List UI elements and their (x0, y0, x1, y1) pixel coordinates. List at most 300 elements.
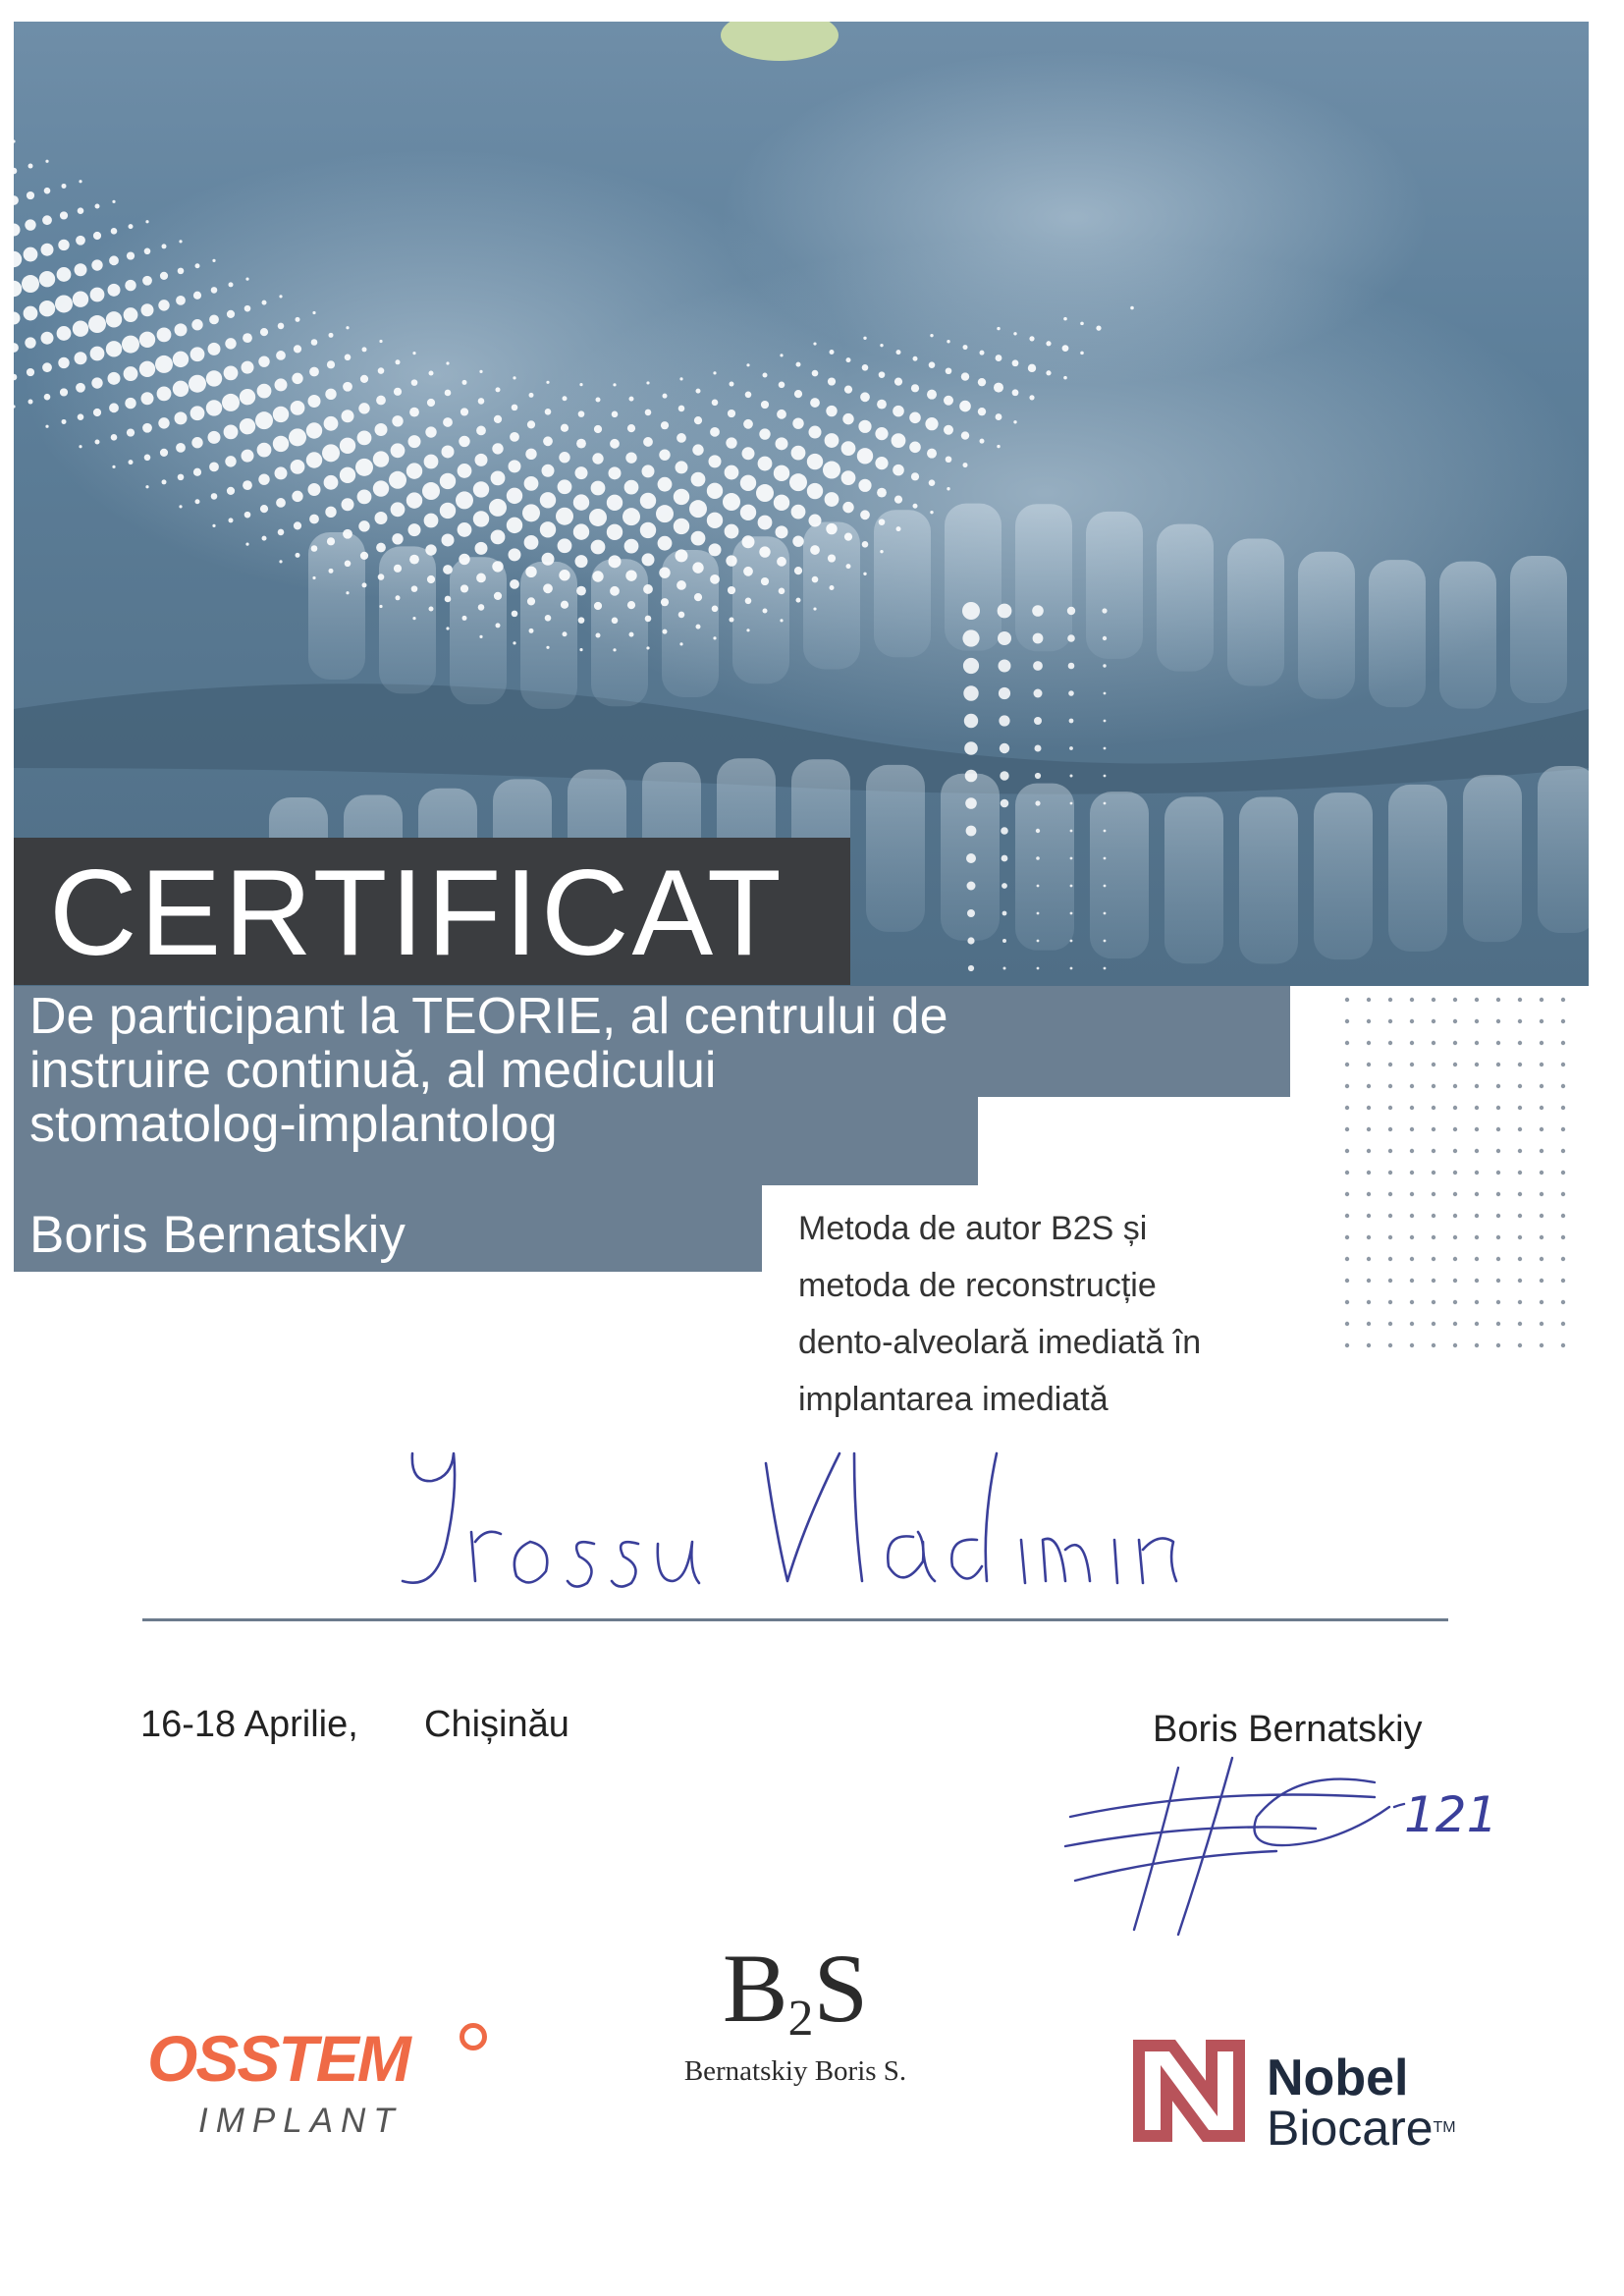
lower-tooth (1314, 793, 1373, 959)
grid-dot (1475, 1063, 1479, 1066)
halftone-dot (62, 184, 67, 189)
halftone-dot (111, 434, 118, 441)
halftone-dot (1096, 326, 1101, 331)
halftone-dot (1070, 885, 1073, 888)
halftone-dot (575, 555, 588, 568)
grid-dot (1432, 1041, 1435, 1045)
grid-dot (1410, 1171, 1414, 1175)
halftone-dot (25, 219, 35, 230)
event-city: Chișinău (424, 1704, 569, 1745)
halftone-dot (691, 531, 706, 546)
halftone-dot (240, 389, 255, 405)
halftone-dot (725, 465, 739, 480)
halftone-dot (625, 452, 636, 463)
halftone-dot (609, 466, 622, 479)
grid-dot (1518, 998, 1522, 1002)
halftone-dot (1104, 912, 1107, 915)
halftone-dot (980, 439, 985, 444)
halftone-dot (965, 797, 977, 809)
halftone-dot (540, 492, 556, 508)
halftone-dot (456, 491, 473, 509)
halftone-dot (877, 400, 887, 410)
grid-dot (1432, 1192, 1435, 1196)
grid-dot (1345, 1235, 1349, 1239)
halftone-dot (394, 388, 402, 396)
halftone-dot (1028, 364, 1036, 372)
grid-dot (1367, 1214, 1371, 1218)
halftone-dot (311, 545, 318, 552)
halftone-dot (707, 513, 723, 528)
halftone-dot (443, 565, 453, 574)
grid-dot (1518, 1041, 1522, 1045)
halftone-dot (445, 596, 452, 603)
halftone-dot (1104, 885, 1107, 888)
halftone-dot (42, 215, 52, 225)
halftone-dot (860, 392, 870, 402)
halftone-dot (780, 354, 783, 356)
halftone-dot (997, 327, 1000, 330)
grid-dot (1496, 1322, 1500, 1326)
grid-dot (1518, 1279, 1522, 1283)
nobel-biocare-logo (1131, 2038, 1485, 2156)
halftone-dot (27, 191, 34, 199)
grid-dot (1453, 1106, 1457, 1110)
halftone-dot (355, 459, 373, 476)
halftone-dot (930, 334, 933, 337)
halftone-dot (844, 386, 852, 394)
halftone-dot (73, 321, 88, 337)
halftone-dot (967, 909, 975, 917)
grid-dot (1345, 1149, 1349, 1153)
subtitle-line: De participant la TEORIE, al centrului de (29, 988, 948, 1045)
grid-dot (1432, 1343, 1435, 1347)
halftone-dot (763, 609, 768, 614)
halftone-dot (712, 400, 719, 407)
halftone-dot (108, 284, 121, 297)
halftone-dot (610, 439, 620, 449)
halftone-dot (41, 332, 54, 345)
halftone-dot (1037, 940, 1040, 943)
halftone-dot (460, 584, 468, 592)
halftone-dot (112, 465, 115, 468)
halftone-dot (28, 164, 33, 169)
halftone-dot (661, 421, 669, 429)
halftone-dot (442, 533, 455, 546)
halftone-dot (312, 311, 315, 314)
halftone-dot (1013, 420, 1016, 423)
grid-dot (1432, 1322, 1435, 1326)
upper-tooth (520, 562, 577, 709)
grid-dot (1561, 1127, 1565, 1131)
decorative-dot-grid (1341, 994, 1587, 1377)
grid-dot (1540, 1322, 1543, 1326)
halftone-dot (376, 396, 386, 406)
grid-dot (1432, 1084, 1435, 1088)
grid-dot (1453, 1084, 1457, 1088)
halftone-dot (694, 593, 702, 601)
b2s-mark-b: B (722, 1934, 788, 2043)
halftone-dot (73, 292, 88, 307)
grid-dot (1345, 1106, 1349, 1110)
instructor-name: Boris Bernatskiy (29, 1206, 406, 1264)
grid-dot (1561, 1257, 1565, 1261)
grid-dot (1453, 1257, 1457, 1261)
halftone-dot (1035, 800, 1040, 805)
xray-glow-top (721, 51, 1428, 385)
upper-tooth (1015, 504, 1072, 651)
grid-dot (1388, 1235, 1392, 1239)
halftone-dot (1067, 607, 1075, 615)
halftone-dot (1104, 720, 1107, 723)
halftone-dot (1104, 940, 1107, 943)
halftone-dot (613, 648, 616, 651)
halftone-dot (489, 499, 507, 517)
grid-dot (1561, 1063, 1565, 1066)
halftone-dot (842, 502, 853, 513)
halftone-dot (545, 409, 552, 415)
halftone-dot (796, 598, 801, 603)
halftone-dot (362, 582, 367, 587)
halftone-dot (379, 605, 382, 608)
grid-dot (1540, 1127, 1543, 1131)
halftone-dot (710, 574, 720, 584)
grid-dot (1388, 1192, 1392, 1196)
biocare-wordmark (1267, 2103, 1456, 2154)
halftone-dot (543, 583, 553, 593)
halftone-dot (144, 247, 151, 254)
halftone-dot (93, 232, 101, 240)
halftone-dot (14, 374, 17, 381)
halftone-dot (507, 488, 522, 504)
halftone-dot (858, 420, 871, 433)
halftone-dot (1001, 799, 1009, 808)
halftone-dot (245, 278, 248, 281)
grid-dot (1432, 1149, 1435, 1153)
upper-tooth (1086, 512, 1143, 659)
halftone-dot (1012, 389, 1019, 396)
grid-dot (1561, 1279, 1565, 1283)
b2s-mark-2: 2 (787, 1991, 814, 2047)
method-line: Metoda de autor B2S și (798, 1210, 1148, 1247)
grid-dot (1432, 1106, 1435, 1110)
halftone-dot (345, 354, 352, 360)
halftone-dot (396, 359, 401, 364)
halftone-dot (813, 342, 816, 345)
halftone-dot (1013, 332, 1016, 335)
halftone-dot (76, 236, 85, 246)
halftone-dot (529, 629, 534, 633)
halftone-dot (125, 280, 135, 291)
halftone-dot (540, 521, 556, 537)
halftone-dot (1002, 939, 1006, 943)
halftone-dot (345, 560, 352, 567)
halftone-dot (158, 417, 169, 428)
halftone-dot (122, 336, 139, 354)
grid-dot (1367, 1127, 1371, 1131)
grid-dot (1388, 1343, 1392, 1347)
grid-dot (1496, 1171, 1500, 1175)
halftone-dot (24, 247, 38, 262)
halftone-dot (730, 618, 734, 623)
halftone-dot (612, 618, 619, 625)
grid-dot (1540, 1106, 1543, 1110)
halftone-dot (962, 629, 979, 646)
grid-dot (1561, 998, 1565, 1002)
halftone-dot (862, 541, 869, 548)
halftone-dot (592, 453, 603, 464)
halftone-dot (513, 376, 515, 379)
halftone-dot (291, 401, 305, 415)
osstem-subtitle: IMPLANT (198, 2102, 403, 2140)
halftone-dot (627, 424, 635, 432)
halftone-dot (309, 367, 319, 377)
halftone-dot (678, 612, 685, 619)
halftone-dot (968, 965, 974, 971)
halftone-dot (573, 523, 589, 539)
halftone-dot (679, 377, 682, 380)
halftone-dot (79, 445, 81, 448)
upper-tooth (1157, 524, 1214, 672)
halftone-dot (776, 525, 788, 538)
halftone-dot (193, 468, 201, 476)
halftone-dot (240, 418, 255, 434)
halftone-dot (676, 549, 688, 562)
color-patch (721, 22, 839, 61)
halftone-dot (826, 406, 837, 416)
grid-dot (1540, 1257, 1543, 1261)
halftone-dot (158, 300, 169, 310)
halftone-dot (308, 395, 321, 408)
halftone-dot (442, 445, 455, 458)
grid-dot (1410, 1106, 1414, 1110)
halftone-dot (440, 473, 456, 489)
grid-dot (1410, 1041, 1414, 1045)
halftone-dot (745, 391, 752, 398)
grid-dot (1453, 1235, 1457, 1239)
grid-dot (1453, 1279, 1457, 1283)
halftone-dot (591, 481, 606, 496)
grid-dot (1496, 1300, 1500, 1304)
halftone-dot (90, 288, 105, 302)
grid-dot (1496, 1149, 1500, 1153)
halftone-dot (160, 449, 168, 457)
halftone-dot (579, 383, 582, 386)
halftone-dot (1036, 829, 1040, 833)
halftone-dot (62, 419, 67, 424)
halftone-dot (756, 484, 774, 502)
halftone-dot (1000, 743, 1009, 753)
halftone-dot (308, 483, 321, 496)
halftone-dot (391, 502, 406, 517)
grid-dot (1518, 1192, 1522, 1196)
grid-dot (1475, 1235, 1479, 1239)
grid-dot (1561, 1084, 1565, 1088)
halftone-dot (39, 301, 55, 316)
halftone-dot (629, 632, 634, 637)
grid-dot (1453, 1019, 1457, 1023)
halftone-dot (312, 576, 315, 579)
halftone-dot (357, 430, 372, 445)
halftone-dot (842, 413, 853, 424)
grid-dot (1345, 998, 1349, 1002)
halftone-dot (1068, 663, 1075, 670)
halftone-dot (208, 431, 221, 444)
halftone-dot (929, 361, 936, 368)
halftone-dot (145, 220, 148, 223)
halftone-dot (209, 462, 219, 471)
halftone-dot (262, 536, 267, 541)
halftone-dot (947, 487, 949, 490)
halftone-dot (190, 406, 205, 420)
grid-dot (1475, 1192, 1479, 1196)
halftone-dot (479, 635, 482, 638)
halftone-dot (79, 180, 81, 183)
grid-dot (1453, 1127, 1457, 1131)
halftone-dot (996, 355, 1002, 361)
grid-dot (1475, 1149, 1479, 1153)
grid-dot (1367, 1279, 1371, 1283)
halftone-dot (476, 426, 486, 436)
halftone-dot (224, 365, 239, 380)
trainer-signature (1060, 1748, 1512, 1944)
halftone-dot (422, 482, 440, 500)
halftone-dot (78, 413, 84, 420)
upper-tooth (803, 521, 860, 669)
grid-dot (1540, 1084, 1543, 1088)
grid-dot (1345, 1041, 1349, 1045)
grid-dot (1540, 1235, 1543, 1239)
halftone-dot (494, 415, 502, 423)
halftone-dot (373, 480, 389, 496)
halftone-dot (60, 211, 68, 219)
halftone-dot (342, 410, 354, 422)
halftone-dot (592, 571, 603, 581)
halftone-dot (179, 505, 182, 508)
grid-dot (1432, 1279, 1435, 1283)
halftone-dot (812, 370, 819, 377)
halftone-dot (55, 295, 73, 312)
halftone-dot (360, 375, 368, 383)
halftone-dot (723, 493, 740, 511)
grid-dot (1367, 1322, 1371, 1326)
halftone-dot (340, 438, 355, 454)
halftone-dot (625, 570, 636, 580)
halftone-dot (607, 524, 623, 540)
halftone-dot (892, 433, 906, 448)
halftone-dot (909, 411, 921, 423)
halftone-dot (542, 553, 555, 566)
halftone-dot (1000, 771, 1008, 780)
halftone-dot (157, 327, 172, 342)
halftone-dot (58, 357, 69, 368)
halftone-dot (1063, 376, 1067, 380)
signer-name: Boris Bernatskiy (1153, 1709, 1423, 1750)
halftone-dot (561, 601, 568, 609)
halftone-dot (227, 487, 235, 495)
grid-dot (1367, 1063, 1371, 1066)
halftone-dot (659, 449, 670, 460)
b2s-mark-s: S (813, 1934, 869, 2043)
halftone-dot (728, 586, 735, 594)
upper-tooth (1298, 552, 1355, 699)
grid-dot (1432, 1063, 1435, 1066)
grid-dot (1432, 998, 1435, 1002)
halftone-dot (309, 515, 319, 524)
halftone-dot (1130, 306, 1134, 310)
grid-dot (1496, 1063, 1500, 1066)
halftone-dot (561, 424, 568, 432)
halftone-dot (373, 451, 389, 466)
halftone-dot (109, 403, 119, 412)
halftone-dot (964, 741, 978, 755)
grid-dot (1345, 1322, 1349, 1326)
halftone-dot (191, 319, 202, 330)
halftone-dot (1037, 885, 1040, 888)
halftone-dot (792, 535, 803, 546)
lower-tooth (866, 765, 925, 932)
halftone-dot (774, 465, 789, 481)
halftone-dot (225, 338, 236, 349)
grid-dot (1518, 1149, 1522, 1153)
halftone-dot (276, 351, 286, 360)
halftone-dot (325, 507, 336, 518)
grid-dot (1345, 1084, 1349, 1088)
grid-dot (1432, 1300, 1435, 1304)
halftone-dot (546, 646, 549, 649)
halftone-dot (527, 420, 535, 428)
halftone-dot (777, 557, 786, 567)
halftone-dot (476, 574, 486, 583)
halftone-dot (91, 259, 102, 270)
grid-dot (1410, 1300, 1414, 1304)
halftone-dot (162, 244, 167, 248)
halftone-dot (289, 428, 306, 446)
halftone-dot (707, 483, 723, 499)
halftone-dot (255, 411, 273, 429)
halftone-dot (624, 539, 639, 554)
halftone-dot (880, 344, 883, 347)
halftone-dot (57, 267, 72, 282)
halftone-dot (944, 425, 953, 435)
grid-dot (1496, 1192, 1500, 1196)
halftone-dot (761, 577, 769, 585)
halftone-dot (76, 383, 85, 393)
halftone-dot (513, 641, 515, 644)
halftone-dot (789, 473, 807, 491)
halftone-dot (1104, 967, 1107, 970)
grid-dot (1388, 1300, 1392, 1304)
halftone-dot (209, 314, 219, 324)
halftone-dot (244, 512, 251, 519)
halftone-dot (75, 352, 87, 364)
halftone-dot (14, 311, 21, 324)
halftone-dot (112, 200, 115, 203)
halftone-dot (507, 518, 522, 533)
grid-dot (1410, 1149, 1414, 1153)
halftone-dot (607, 495, 623, 511)
halftone-dot (1104, 830, 1107, 833)
halftone-dot (189, 375, 206, 393)
halftone-dot (14, 251, 22, 267)
halftone-dot (813, 607, 816, 610)
halftone-dot (409, 408, 419, 417)
grid-dot (1518, 1063, 1522, 1066)
halftone-dot (427, 399, 435, 407)
halftone-dot (1046, 370, 1051, 375)
halftone-dot (14, 168, 17, 175)
halftone-dot (475, 542, 488, 555)
signature-note: 121 (1404, 1786, 1498, 1843)
